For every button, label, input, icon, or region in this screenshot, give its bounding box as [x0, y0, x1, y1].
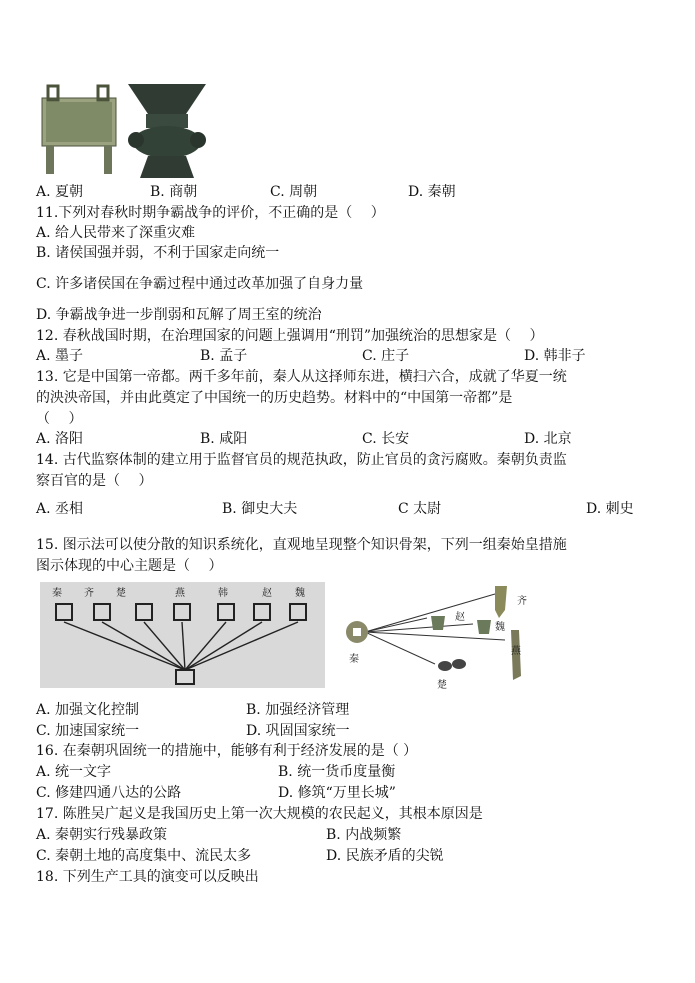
q18-stem: 18. 下列生产工具的演变可以反映出	[36, 869, 259, 885]
q13-option-a[interactable]: A. 洛阳	[36, 431, 84, 447]
q13-option-b[interactable]: B. 咸阳	[200, 431, 248, 447]
q17-option-b[interactable]: B. 内战频繁	[326, 827, 402, 843]
q15-stem-line2: 图示体现的中心主题是（ ）	[36, 558, 223, 574]
seal-script-glyphs	[56, 604, 306, 620]
q11-option-d[interactable]: D. 争霸战争进一步削弱和瓦解了周王室的统治	[36, 307, 322, 323]
state-label-yan: 燕	[175, 588, 185, 599]
q12-option-c[interactable]: C. 庄子	[362, 348, 410, 364]
q17-option-a[interactable]: A. 秦朝实行残暴政策	[36, 827, 168, 843]
ant-nose-coin-icon	[438, 661, 452, 671]
q13-stem-line1: 13. 它是中国第一帝都。两千多年前，秦人从这择师东进，横扫六合，成就了华夏一统	[36, 369, 567, 385]
q15-option-a[interactable]: A. 加强文化控制	[36, 702, 140, 718]
q13-option-d[interactable]: D. 北京	[524, 431, 572, 447]
q14-option-c[interactable]: C 太尉	[398, 501, 442, 517]
state-label-qi: 齐	[84, 588, 94, 599]
currency-unification-diagram	[335, 580, 535, 692]
q14-option-d[interactable]: D. 刺史	[586, 501, 634, 517]
state-label-wei: 魏	[295, 588, 305, 599]
q12-stem: 12. 春秋战国时期，在治理国家的问题上强调用“刑罚”加强统治的思想家是（ ）	[36, 328, 544, 344]
q14-option-b[interactable]: B. 御史大夫	[222, 501, 298, 517]
q16-option-b[interactable]: B. 统一货币度量衡	[278, 764, 396, 780]
coin-label-qin: 秦	[349, 654, 359, 665]
q17-option-c[interactable]: C. 秦朝土地的高度集中、流民太多	[36, 848, 252, 864]
q12-option-a[interactable]: A. 墨子	[36, 348, 84, 364]
q11-option-c[interactable]: C. 许多诸侯国在争霸过程中通过改革加强了自身力量	[36, 276, 364, 292]
q16-option-d[interactable]: D. 修筑“万里长城”	[278, 785, 396, 801]
state-label-han: 韩	[218, 588, 228, 599]
q13-option-c[interactable]: C. 长安	[362, 431, 410, 447]
spade-coin-wei-icon	[477, 620, 491, 634]
coin-label-wei: 魏	[495, 622, 505, 633]
zun-vessel-icon	[128, 84, 206, 178]
q12-option-b[interactable]: B. 孟子	[200, 348, 248, 364]
coin-label-yan: 燕	[511, 646, 521, 657]
q10-option-b[interactable]: B. 商朝	[150, 184, 198, 200]
coin-label-chu: 楚	[437, 680, 447, 691]
q14-option-a[interactable]: A. 丞相	[36, 501, 84, 517]
spade-coin-zhao-icon	[431, 616, 445, 630]
state-label-chu: 楚	[116, 588, 126, 599]
q11-option-a[interactable]: A. 给人民带来了深重灾难	[36, 225, 196, 241]
q14-stem-line1: 14. 古代监察体制的建立用于监督官员的规范执政，防止官员的贪污腐败。秦朝负责监	[36, 452, 567, 468]
bronze-vessels-image	[36, 80, 216, 180]
q15-option-b[interactable]: B. 加强经济管理	[246, 702, 350, 718]
q16-option-c[interactable]: C. 修建四通八达的公路	[36, 785, 182, 801]
knife-coin-qi-icon	[495, 586, 507, 618]
q16-stem: 16. 在秦朝巩固统一的措施中，能够有利于经济发展的是（ ）	[36, 743, 418, 759]
q17-option-d[interactable]: D. 民族矛盾的尖锐	[326, 848, 444, 864]
coin-label-qi: 齐	[517, 596, 527, 607]
convergence-lines	[64, 622, 298, 670]
ding-vessel-icon	[42, 86, 116, 174]
q16-option-a[interactable]: A. 统一文字	[36, 764, 112, 780]
q11-stem: 11.下列对春秋时期争霸战争的评价，不正确的是（ ）	[36, 205, 385, 221]
q15-option-c[interactable]: C. 加速国家统一	[36, 723, 140, 739]
q10-option-d[interactable]: D. 秦朝	[408, 184, 456, 200]
coin-label-zhao: 赵	[455, 612, 465, 623]
q10-option-a[interactable]: A. 夏朝	[36, 184, 84, 200]
q15-stem-line1: 15. 图示法可以使分散的知识系统化，直观地呈现整个知识骨架，下列一组秦始皇措施	[36, 537, 567, 553]
q17-stem: 17. 陈胜吴广起义是我国历史上第一次大规模的农民起义，其根本原因是	[36, 806, 483, 822]
q15-option-d[interactable]: D. 巩固国家统一	[246, 723, 350, 739]
q13-stem-line2: 的泱泱帝国，并由此奠定了中国统一的历史趋势。材料中的“中国第一帝都”是	[36, 390, 513, 406]
q14-stem-line2: 察百官的是（ ）	[36, 473, 153, 489]
state-label-zhao: 赵	[262, 588, 272, 599]
q10-option-c[interactable]: C. 周朝	[270, 184, 318, 200]
q13-stem-line3: （ ）	[36, 411, 83, 427]
script-unification-diagram	[40, 582, 325, 688]
q12-option-d[interactable]: D. 韩非子	[524, 348, 586, 364]
q11-option-b[interactable]: B. 诸侯国强并弱，不利于国家走向统一	[36, 245, 280, 261]
state-label-qin: 秦	[52, 588, 62, 599]
